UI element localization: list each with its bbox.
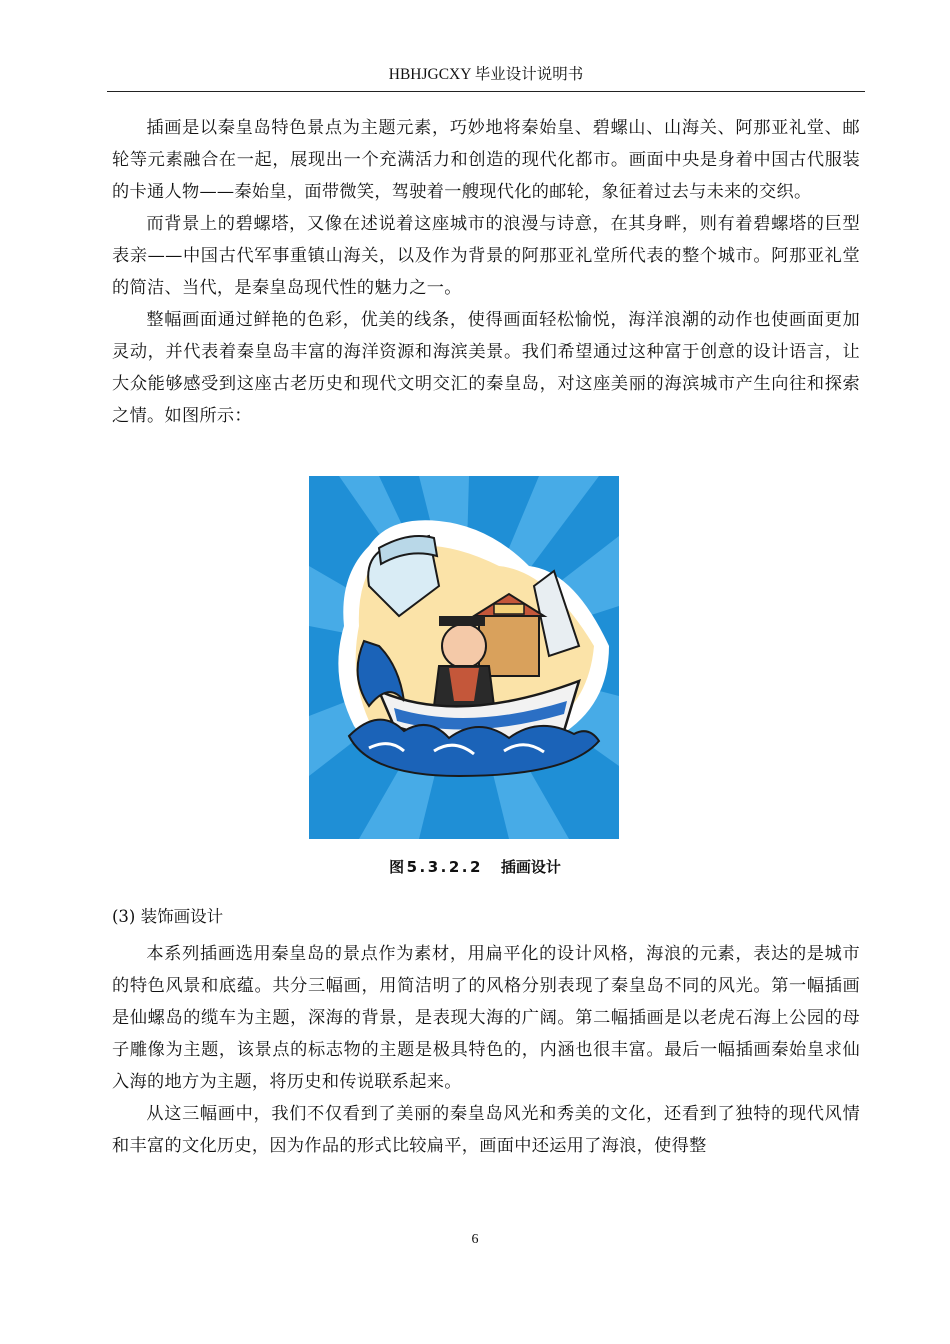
page-header: HBHJGCXY 毕业设计说明书 xyxy=(388,66,584,83)
paragraph: 本系列插画选用秦皇岛的景点作为素材，用扁平化的设计风格，海浪的元素，表达的是城市的特色风景和底蕴。共分三幅画，用简洁明了的风格分别表现了秦皇岛不同的风光。第一幅插画是仙螺岛的缆车为主题，深海的背景，是表现大海的广阔。第二幅插画是以老虎石海上公园的母子雕像为主题，该景点的标志物的主题是极具特色的，内涵也很丰富。最后一幅插画秦始皇求仙入海的地方为主题，将历史和传说联系起来。 xyxy=(112,944,860,1092)
subsection-title: (3) 装饰画设计 xyxy=(112,907,224,926)
figure-caption xyxy=(0,856,950,877)
body-text-bottom xyxy=(112,938,860,1162)
illustration-figure xyxy=(309,476,619,839)
illustration-image xyxy=(309,476,619,839)
paragraph: 而背景上的碧螺塔，又像在述说着这座城市的浪漫与诗意，在其身畔，则有着碧螺塔的巨型表亲——中国古代军事重镇山海关，以及作为背景的阿那亚礼堂所代表的整个城市。阿那亚礼堂的简洁、当代，是秦皇岛现代性的魅力之一。 xyxy=(112,214,860,298)
paragraph: 从这三幅画中，我们不仅看到了美丽的秦皇岛风光和秀美的文化，还看到了独特的现代风情和丰富的文化历史，因为作品的形式比较扁平，画面中还运用了海浪，使得整 xyxy=(112,1104,860,1156)
paragraph: 整幅画面通过鲜艳的色彩，优美的线条，使得画面轻松愉悦，海洋浪潮的动作也使画面更加灵动，并代表着秦皇岛丰富的海洋资源和海滨美景。我们希望通过这种富于创意的设计语言，让大众能够感受到这座古老历史和现代文明交汇的秦皇岛，对这座美丽的海滨城市产生向往和探索之情。如图所示： xyxy=(112,310,860,426)
paragraph: 插画是以秦皇岛特色景点为主题元素，巧妙地将秦始皇、碧螺山、山海关、阿那亚礼堂、邮轮等元素融合在一起，展现出一个充满活力和创造的现代化都市。画面中央是身着中国古代服装的卡通人物——秦始皇，面带微笑，驾驶着一艘现代化的邮轮，象征着过去与未来的交织。 xyxy=(112,118,860,202)
page-number: 6 xyxy=(471,1232,479,1247)
emperor-face xyxy=(442,624,486,668)
emperor-crown xyxy=(439,616,485,626)
body-text-top xyxy=(112,112,860,432)
caption-number: 图5.3.2.2 xyxy=(389,858,483,876)
caption-text: 插画设计 xyxy=(500,858,561,876)
header-rule xyxy=(107,91,865,92)
